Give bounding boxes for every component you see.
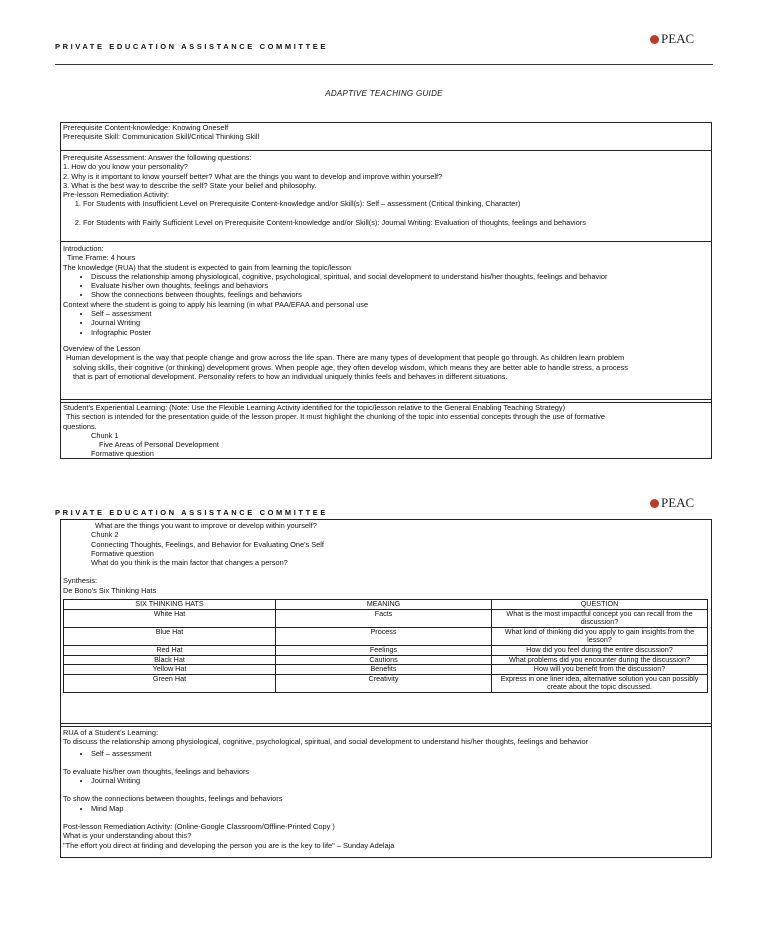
question-cell: What problems did you encounter during the discussion?	[492, 655, 708, 665]
peac-logo-text: PEAC	[661, 495, 695, 510]
context-item: • Self – assessment	[91, 309, 711, 318]
chunk2-title: Connecting Thoughts, Feelings, and Behavior for Evaluating One's Self	[91, 539, 324, 549]
header-rule	[55, 64, 713, 65]
overview-heading: Overview of the Lesson	[63, 343, 141, 353]
peac-logo-icon	[650, 35, 659, 44]
prereq-skill: Prerequisite Skill: Communication Skill/Critical Thinking Skill	[63, 132, 260, 142]
peac-logo-text: PEAC	[661, 31, 695, 46]
remediation-item: 2. For Students with Fairly Sufficient Level on Prerequisite Content-knowledge and/or Skill(s): Journal Writing: Evaluation of thoughts, feelings and behaviors	[83, 218, 711, 227]
table-row	[64, 665, 708, 675]
org-name-page2: PRIVATE EDUCATION ASSISTANCE COMMITTEE	[55, 508, 328, 517]
table-header-row	[64, 600, 708, 610]
rua-list	[63, 272, 711, 300]
rua2-list	[63, 776, 711, 785]
assessment-heading: Prerequisite Assessment: Answer the following questions:	[63, 153, 252, 162]
chunk2-label: Chunk 2	[91, 530, 119, 540]
meaning-cell: Feelings	[276, 645, 492, 655]
rua-section	[61, 726, 711, 859]
overview-line: solving skills, their cognitive (or thinking) development grows. When people age, they often develop wisdom, which means they are better able to handle stress, a process	[73, 362, 629, 372]
rua-heading: The knowledge (RUA) that the student is expected to gain from learning the topic/lesson	[63, 262, 351, 272]
experiential-line: questions.	[63, 421, 97, 431]
hat-cell: Yellow Hat	[64, 665, 276, 675]
col-header: MEANING	[276, 600, 492, 610]
hat-cell: Blue Hat	[64, 627, 276, 645]
rua2-heading: RUA of a Student's Learning:	[63, 728, 159, 737]
post-lesson-question: What is your understanding about this?	[63, 831, 192, 841]
page2-q2: What do you think is the main factor that changes a person?	[91, 558, 288, 568]
time-frame: Time Frame: 4 hours	[67, 253, 136, 263]
experiential-section	[61, 402, 711, 460]
question-cell: Express in one liner idea, alternative solution you can possibly create about the topic discussed.	[492, 674, 708, 692]
hat-cell: Green Hat	[64, 674, 276, 692]
chunk1-title: Five Areas of Personal Development	[99, 440, 219, 450]
meaning-cell: Creativity	[276, 674, 492, 692]
peac-logo	[650, 31, 694, 47]
col-header: SIX THINKING HATS	[64, 600, 276, 610]
rua3-text: To show the connections between thoughts, feelings and behaviors	[63, 794, 283, 804]
question-cell: What is the most impactful concept you can recall from the discussion?	[492, 609, 708, 627]
meaning-cell: Facts	[276, 609, 492, 627]
rua-item: • Discuss the relationship among physiological, cognitive, psychological, spiritual, and social development to understand his/her thoughts, feelings and behavior	[91, 272, 711, 281]
question-cell: How did you feel during the entire discussion?	[492, 645, 708, 655]
assessment-q2: 2. Why is it important to know yourself better? What are the things you want to develop and improve within yourself?	[63, 171, 443, 181]
overview-line: that is part of emotional development. Personality refers to how an individual uniquely thinks feels and behaves in different situations.	[73, 371, 508, 381]
formative1-label: Formative question	[91, 449, 154, 459]
rua2-text: To evaluate his/her own thoughts, feelings and behaviors	[63, 766, 250, 776]
formative2-label: Formative question	[91, 548, 154, 558]
rua-item: • Show the connections between thoughts, feelings and behaviors	[91, 290, 711, 299]
synthesis-heading: Synthesis:	[63, 576, 98, 586]
org-name: PRIVATE EDUCATION ASSISTANCE COMMITTEE	[55, 42, 328, 51]
guide-table-page2	[60, 519, 712, 858]
doc-title: ADAPTIVE TEACHING GUIDE	[325, 89, 443, 98]
meaning-cell: Process	[276, 627, 492, 645]
hat-cell: Red Hat	[64, 645, 276, 655]
meaning-cell: Benefits	[276, 665, 492, 675]
remediation-list	[67, 199, 711, 227]
meaning-cell: Cautions	[276, 655, 492, 665]
rua3-list	[63, 804, 711, 813]
prereq-content: Prerequisite Content-knowledge: Knowing Oneself	[63, 123, 229, 132]
experiential-heading: Student's Experiential Learning: (Note: Use the Flexible Learning Activity identified for the topic/lesson relative to the General Enabling Teaching Strategy)	[63, 403, 566, 412]
list-item: • Self – assessment	[91, 749, 711, 758]
introduction-section	[61, 242, 711, 400]
six-hats-table	[63, 599, 708, 693]
context-item: • Journal Writing	[91, 318, 711, 327]
table-row	[64, 674, 708, 692]
pre-lesson-heading: Pre-lesson Remediation Activity:	[63, 190, 169, 200]
rua1-list	[63, 749, 711, 758]
col-header: QUESTION	[492, 600, 708, 610]
chunk2-section	[61, 520, 711, 724]
peac-logo-page2	[650, 495, 694, 511]
assessment-q1: 1. How do you know your personality?	[63, 162, 188, 172]
hat-cell: White Hat	[64, 609, 276, 627]
table-row	[64, 645, 708, 655]
context-list	[63, 309, 711, 337]
assessment-q3: 3. What is the best way to describe the self? State your belief and philosophy.	[63, 180, 317, 190]
question-cell: How will you benefit from the discussion?	[492, 665, 708, 675]
experiential-line: This section is intended for the presentation guide of the lesson proper. It must highlight the chunking of the topic into essential concepts through the use of formative	[66, 412, 606, 422]
list-item: • Journal Writing	[91, 776, 711, 785]
rua-item: • Evaluate his/her own thoughts, feelings and behaviors	[91, 281, 711, 290]
page2-q1: What are the things you want to improve or develop within yourself?	[95, 521, 317, 530]
guide-table-page1	[60, 122, 712, 459]
prereq-section	[61, 123, 711, 151]
table-row	[64, 609, 708, 627]
peac-logo-icon	[650, 499, 659, 508]
hat-cell: Black Hat	[64, 655, 276, 665]
rua1-text: To discuss the relationship among physiological, cognitive, psychological, spiritual, and social development to understand his/her thoughts, feelings and behavior	[63, 737, 589, 747]
assessment-section	[61, 151, 711, 242]
chunk1-label: Chunk 1	[91, 430, 119, 440]
table-row	[64, 627, 708, 645]
introduction-heading: Introduction:	[63, 244, 104, 253]
list-item: • Mind Map	[91, 804, 711, 813]
context-heading: Context where the student is going to apply his learning (in what PAA/EFAA and personal use	[63, 299, 369, 309]
post-lesson-heading: Post-lesson Remediation Activity: (Online-Google Classroom/Offline-Printed Copy )	[63, 822, 335, 832]
question-cell: What kind of thinking did you apply to gain insights from the lesson?	[492, 627, 708, 645]
hats-title: De Bono's Six Thinking Hats	[63, 585, 157, 595]
context-item: • Infographic Poster	[91, 328, 711, 337]
overview-line: Human development is the way that people change and grow across the life span. There are many types of development that people go through. As children learn problem	[66, 353, 625, 363]
remediation-item: 1. For Students with Insufficient Level on Prerequisite Content-knowledge and/or Skill(s): Self – assessment (Critical thinking, Character)	[83, 199, 711, 208]
quote: "The effort you direct at finding and developing the person you are is the key to life" – Sunday Adelaja	[63, 840, 395, 850]
